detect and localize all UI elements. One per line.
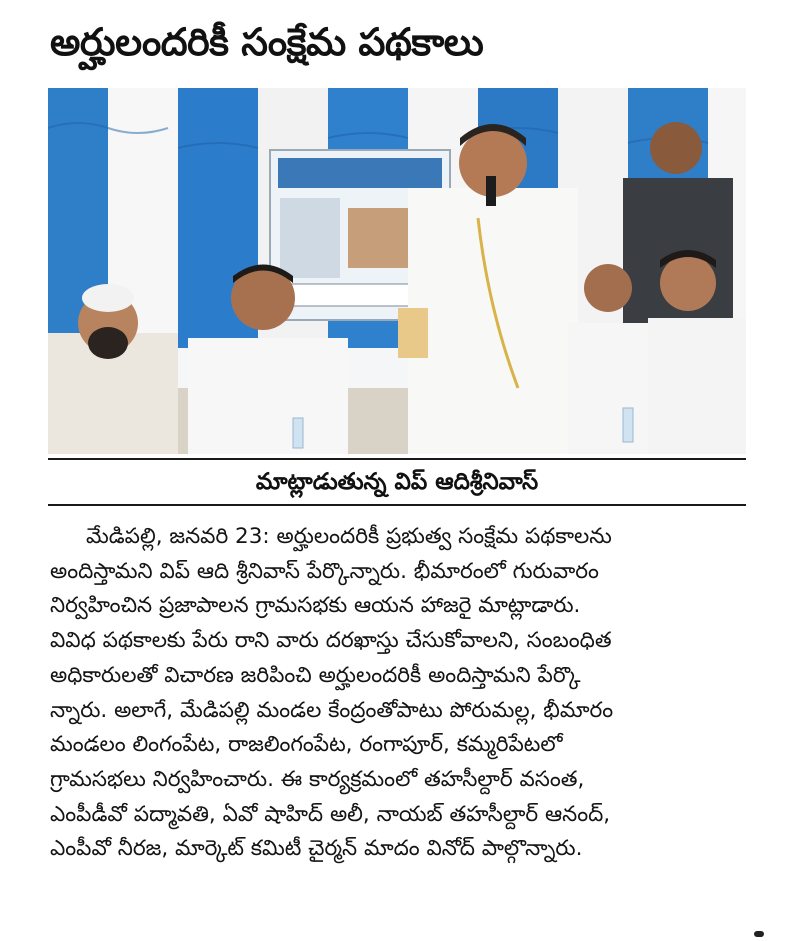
- body-line: ఎంపీడీవో పద్మావతి, ఏవో షాహిద్ అలీ, నాయబ్ తహసీల్దార్ ఆనంద్,: [50, 801, 611, 827]
- body-line: మండలం లింగంపేట, రాజలింగంపేట, రంగాపూర్, కమ్మరిపేటలో: [50, 732, 563, 758]
- body-line: గ్రామసభలు నిర్వహించారు. ఈ కార్యక్రమంలో తహసీల్దార్ వసంత,: [50, 766, 585, 792]
- article-headline: అర్హులందరికీ సంక్షేమ పథకాలు: [50, 20, 484, 64]
- page-top-strip: [0, 0, 800, 6]
- article-body: [50, 520, 750, 867]
- body-line: ఎంపీవో నీరజ, మార్కెట్ కమిటీ చైర్మన్ మాదం వినోద్ పాల్గొన్నారు.: [50, 836, 583, 862]
- body-line: అందిస్తామని విప్ ఆది శ్రీనివాస్ పేర్కొన్నారు. భీమారంలో గురువారం: [50, 558, 599, 584]
- page-corner-mark: [754, 931, 764, 937]
- body-line: అధికారులతో విచారణ జరిపించి అర్హులందరికీ అందిస్తామని పేర్కొ: [50, 662, 581, 688]
- body-line: నిర్వహించిన ప్రజాపాలన గ్రామసభకు ఆయన హాజరై మాట్లాడారు.: [50, 593, 581, 619]
- caption-bottom-rule: [48, 504, 746, 506]
- body-line: వివిధ పథకాలకు పేరు రాని వారు దరఖాస్తు చేసుకోవాలని, సంబంధిత: [50, 628, 612, 654]
- news-photo: [48, 88, 746, 454]
- photo-caption: మాట్లాడుతున్న విప్ ఆదిశ్రీనివాస్: [255, 469, 539, 495]
- caption-top-rule: [48, 458, 746, 460]
- body-line: మేడిపల్లి, జనవరి 23: అర్హులందరికీ ప్రభుత్వ సంక్షేమ పథకాలను: [86, 524, 612, 549]
- body-line: న్నారు. అలాగే, మేడిపల్లి మండల కేంద్రంతోపాటు పోరుమల్ల, భీమారం: [50, 697, 614, 723]
